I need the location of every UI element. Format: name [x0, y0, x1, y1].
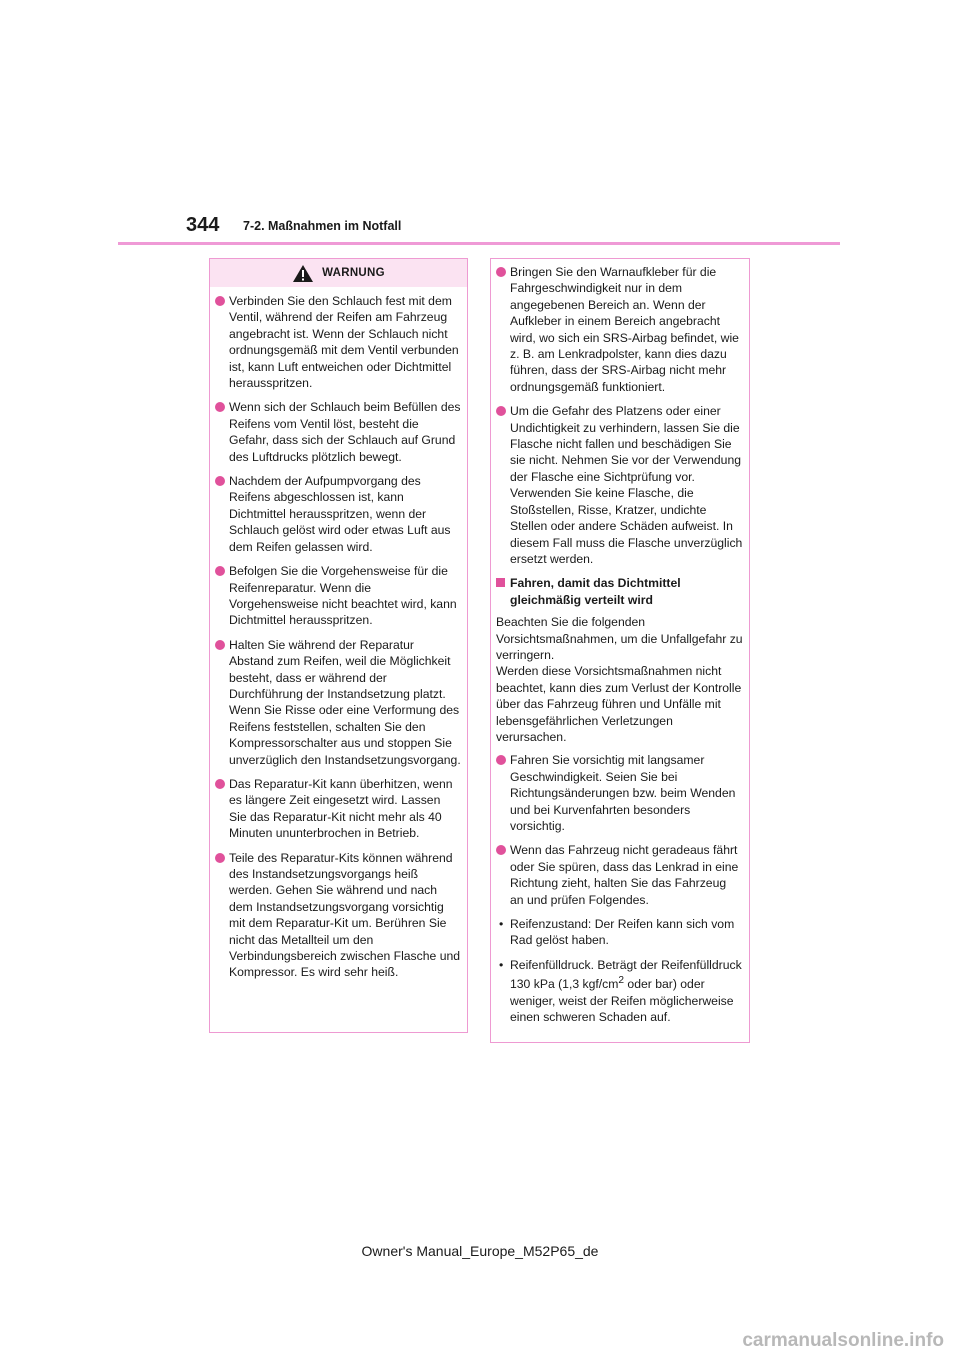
warning-item: [491, 842, 749, 908]
footer-text: Owner's Manual_Europe_M52P65_de: [361, 1243, 599, 1259]
bullet-dot: [496, 267, 506, 277]
sub-item: [491, 957, 749, 1026]
sub-item: [491, 916, 749, 949]
warning-item-text: Nachdem der Aufpumpvorgang des Reifens abgeschlossen ist, kann Dichtmittel herausspritzen, wenn der Schlauch gelöst wird oder etwas Luft aus dem Reifen gelassen wird.: [229, 474, 451, 554]
bullet-dot: [496, 845, 506, 855]
bullet-dot: [215, 476, 225, 486]
warning-box: [209, 258, 468, 1033]
sub-item-text-b: oder bar) oder weniger, weist der Reifen möglicherweise einen schweren Schaden auf.: [510, 977, 734, 1025]
page-number: 344: [186, 214, 220, 236]
warning-item-text: Um die Gefahr des Platzens oder einer Undichtigkeit zu verhindern, lassen Sie die Flasche nicht fallen und beschädigen Sie sie nicht. Nehmen Sie vor der Verwendung der Flasche eine Sichtprüfung vor. Verwenden Sie keine Flasche, die Stoßstellen, Risse, Kratzer, undichte Stellen oder andere Schäden aufweist. In diesem Fall muss die Flasche unverzüglich ersetzt werden.: [510, 404, 743, 566]
paragraph-line-2: Werden diese Vorsichtsmaßnahmen nicht beachtet, kann dies zum Verlust der Kontrolle über das Fahrzeug führen und Unfälle mit lebensgefährlichen Verletzungen verursachen.: [496, 664, 742, 744]
warning-item: [491, 264, 749, 395]
warning-item: [210, 850, 467, 981]
subsection-heading-text: Fahren, damit das Dichtmittel gleichmäßig verteilt wird: [510, 576, 681, 607]
sub-bullet: •: [499, 957, 504, 972]
warning-triangle-icon: [292, 264, 314, 283]
warning-box-continued: [490, 258, 750, 1043]
warning-item-text: Befolgen Sie die Vorgehensweise für die Reifenreparatur. Wenn die Vorgehensweise nicht beachtet wird, kann Dichtmittel herausspritzen.: [229, 564, 457, 628]
warning-title: WARNUNG: [322, 266, 385, 279]
warning-item-text: Das Reparatur-Kit kann überhitzen, wenn es längere Zeit eingesetzt wird. Lassen Sie das Reparatur-Kit nicht mehr als 40 Minuten ununterbrochen in Betrieb.: [229, 776, 453, 841]
warning-item: [210, 399, 467, 465]
warning-item: [210, 293, 467, 391]
superscript: 2: [618, 975, 625, 987]
bullet-dot: [215, 566, 225, 576]
bullet-dot: [215, 640, 225, 650]
warning-item: [210, 473, 467, 555]
subsection-heading: [491, 575, 749, 608]
sub-bullet: •: [499, 917, 504, 932]
bullet-dot: [496, 406, 506, 416]
bullet-dot: [215, 853, 225, 863]
warning-item: [491, 403, 749, 567]
warning-item: [210, 563, 467, 629]
header-rule: [118, 242, 840, 245]
bullet-dot: [496, 755, 506, 765]
warning-item: [210, 776, 467, 842]
warning-item: [491, 752, 749, 834]
warning-item-text: Wenn das Fahrzeug nicht geradeaus fährt oder Sie spüren, dass das Lenkrad in eine Richtung zieht, halten Sie das Fahrzeug an und prüfen Folgendes.: [510, 843, 739, 907]
bullet-dot: [215, 402, 225, 412]
sub-item-text-a: Reifenfülldruck. Beträgt der Reifenfülldruck 130 kPa (1,3 kgf/cm: [510, 957, 742, 992]
warning-item-text: Teile des Reparatur-Kits können während des Instandsetzungsvorgangs heiß werden. Gehen Sie während und nach dem Instandsetzungsvorgang vorsichtig mit dem Reparatur-Kit um. Berühren Sie nicht das Metallteil um den Verbindungsbereich zwischen Flasche und Kompressor. Es wird sehr heiß.: [229, 850, 461, 980]
paragraph-line-1: Beachten Sie die folgenden Vorsichtsmaßnahmen, um die Unfallgefahr zu verringern.: [496, 615, 743, 662]
warning-item-text: Verbinden Sie den Schlauch fest mit dem Ventil, während der Reifen am Fahrzeug angebracht ist. Wenn der Schlauch nicht ordnungsgemäß mit dem Ventil verbunden ist, kann Luft entweichen oder Dichtmittel herausspritzen.: [229, 294, 459, 391]
warning-item-text: Wenn sich der Schlauch beim Befüllen des Reifens vom Ventil löst, besteht die Gefahr, dass sich der Schlauch auf Grund des Luftdrucks plötzlich bewegt.: [229, 400, 461, 464]
bullet-dot: [215, 296, 225, 306]
warning-item-text: Halten Sie während der Reparatur Abstand zum Reifen, weil die Möglichkeit besteht, dass er während der Durchführung der Instandsetzung platzt. Wenn Sie Risse oder eine Verformung des Reifens feststellen, schalten Sie den Kompressorschalter aus und stoppen Sie unverzüglich den Instandsetzungsvorgang.: [229, 637, 461, 767]
watermark: carmanualsonline.info: [742, 1330, 944, 1351]
warning-item: [210, 637, 467, 768]
paragraph: [491, 614, 749, 745]
warning-item-text: Bringen Sie den Warnaufkleber für die Fahrgeschwindigkeit nur in dem angegebenen Bereich an. Wenn der Aufkleber in einem Bereich angebracht wird, wo sich ein SRS-Airbag befindet, wie z. B. am Lenkradpolster, kann dies dazu führen, dass der SRS-Airbag nicht mehr ordnungsgemäß funktioniert.: [510, 265, 739, 394]
warning-item-text: Fahren Sie vorsichtig mit langsamer Geschwindigkeit. Seien Sie bei Richtungsänderungen bzw. beim Wenden und bei Kurvenfahrten besonders vorsichtig.: [510, 753, 736, 833]
section-title: 7-2. Maßnahmen im Notfall: [243, 219, 402, 233]
sub-item-text: Reifenzustand: Der Reifen kann sich vom Rad gelöst haben.: [510, 917, 735, 948]
warning-header: [210, 259, 467, 287]
bullet-dot: [215, 779, 225, 789]
heading-square-marker: [496, 578, 505, 587]
